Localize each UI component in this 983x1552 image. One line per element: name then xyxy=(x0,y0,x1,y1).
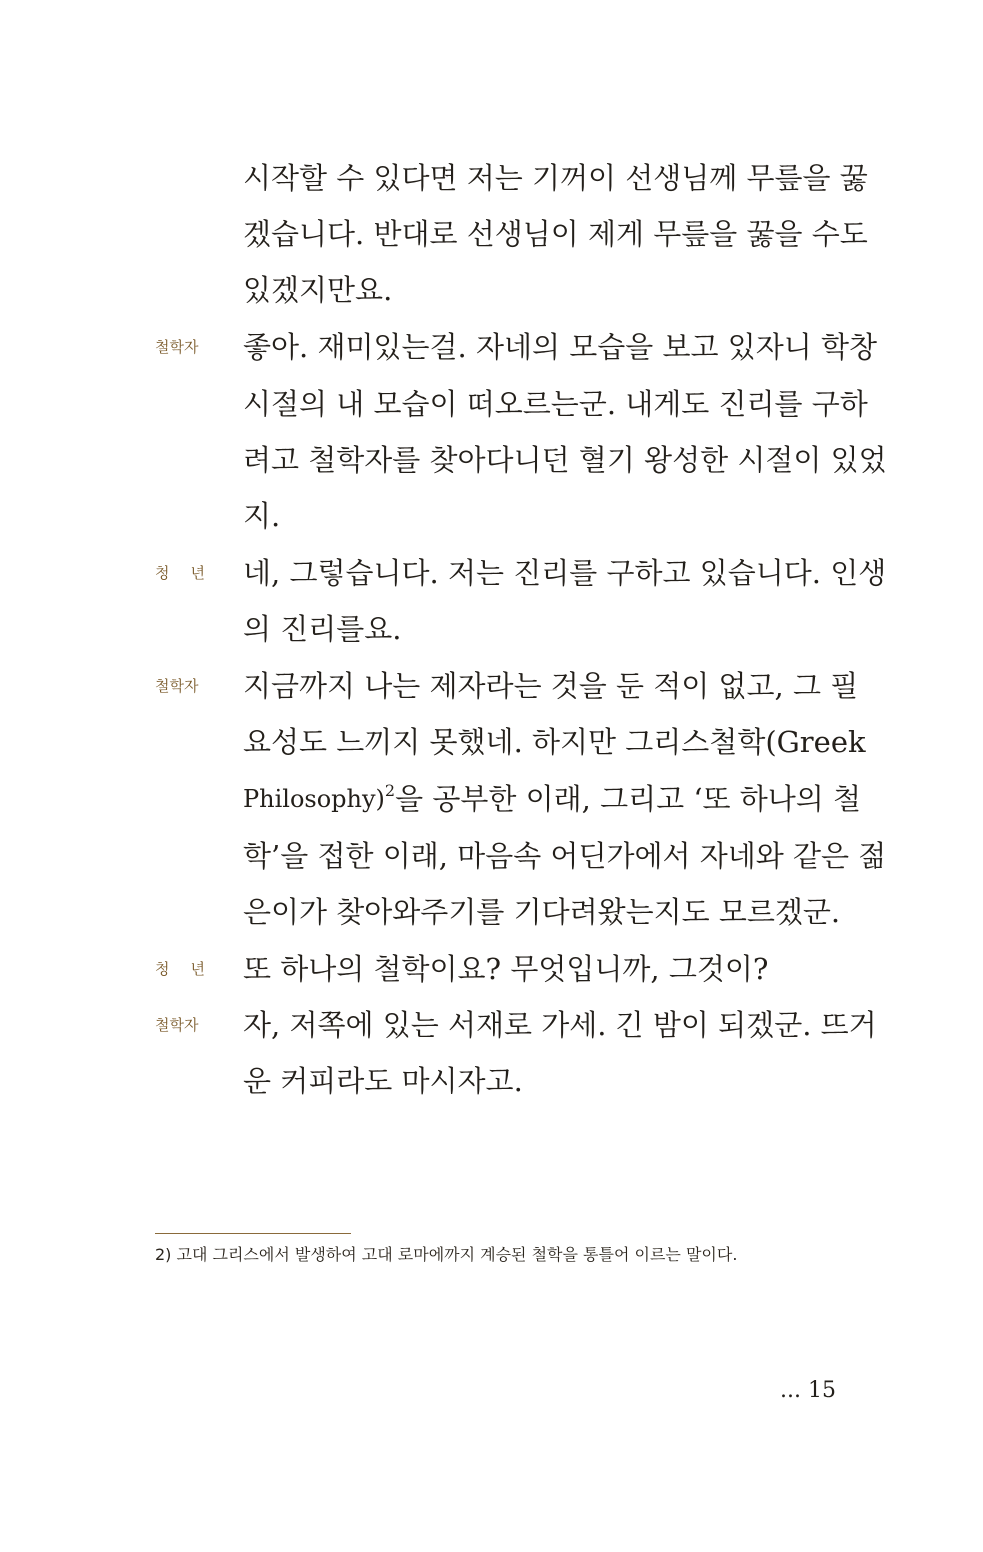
speaker-label: 철학자 xyxy=(155,1016,199,1034)
text-line: 네, 그렇습니다. 저는 진리를 구하고 있습니다. 인생 xyxy=(243,556,887,590)
text-line: 지. xyxy=(243,499,281,533)
text-line: 자, 저쪽에 있는 서재로 가세. 긴 밤이 되겠군. 뜨거 xyxy=(243,1008,877,1042)
text-line: 의 진리를요. xyxy=(243,612,402,646)
page-number: ... 15 xyxy=(780,1378,836,1403)
text-line: 려고 철학자를 찾아다니던 혈기 왕성한 시절이 있었 xyxy=(243,443,887,477)
text-line: 겠습니다. 반대로 선생님이 제게 무릎을 꿇을 수도 xyxy=(243,217,868,251)
text-line: 좋아. 재미있는걸. 자네의 모습을 보고 있자니 학창 xyxy=(243,330,878,364)
text-line: 또 하나의 철학이요? 무엇입니까, 그것이? xyxy=(243,952,769,986)
text-line: 은이가 찾아와주기를 기다려왔는지도 모르겠군. xyxy=(243,895,841,929)
text-line: 시작할 수 있다면 저는 기꺼이 선생님께 무릎을 꿇 xyxy=(243,161,868,195)
text-fragment: Philosophy) xyxy=(243,785,385,813)
text-line: 학’을 접한 이래, 마음속 어딘가에서 자네와 같은 젊 xyxy=(243,839,887,873)
speaker-label: 철학자 xyxy=(155,338,199,356)
text-line xyxy=(243,779,862,819)
footnote: 2) 고대 그리스에서 발생하여 고대 로마에까지 계승된 철학을 통틀어 이르는 말이다. xyxy=(155,1245,738,1264)
speaker-label: 청 년 xyxy=(155,564,205,582)
speaker-label: 청 년 xyxy=(155,960,205,978)
speaker-label: 철학자 xyxy=(155,677,199,695)
footnote-divider xyxy=(155,1233,351,1234)
footnote-marker: 2 xyxy=(384,781,396,800)
text-fragment: 을 공부한 이래, 그리고 ‘또 하나의 철 xyxy=(395,782,862,816)
text-line: 요성도 느끼지 못했네. 하지만 그리스철학(Greek xyxy=(243,725,866,759)
text-line: 지금까지 나는 제자라는 것을 둔 적이 없고, 그 필 xyxy=(243,669,859,703)
text-line: 있겠지만요. xyxy=(243,273,393,307)
text-line: 운 커피라도 마시자고. xyxy=(243,1064,523,1098)
text-line: 시절의 내 모습이 떠오르는군. 내게도 진리를 구하 xyxy=(243,387,868,421)
